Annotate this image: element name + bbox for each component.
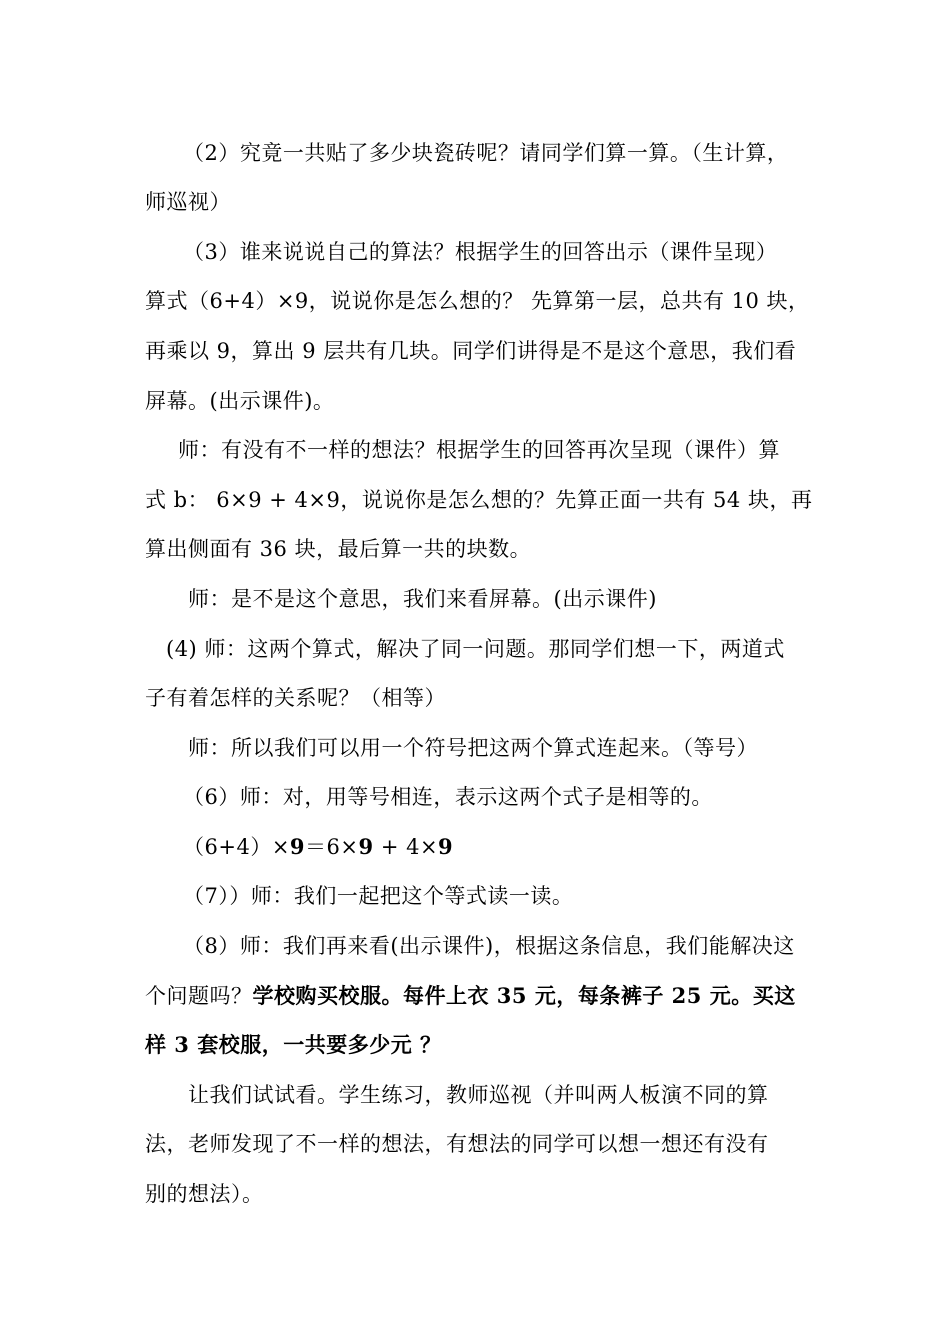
problem-text-bold: 学校购买校服。每件上衣 35 元，每条裤子 25 元。买这 <box>252 983 796 1008</box>
paragraph-text: 个问题吗？ <box>145 984 253 1008</box>
paragraph-line: 别的想法）。 <box>145 1182 264 1206</box>
paragraph-line: 屏幕。(出示课件)。 <box>145 389 335 413</box>
paragraph-line-mixed <box>145 983 796 1009</box>
paragraph-line: （6）师：对，用等号相连，表示这两个式子是相等的。 <box>183 785 713 809</box>
paragraph-line: （2）究竟一共贴了多少块瓷砖呢？请同学们算一算。（生计算， <box>183 141 789 165</box>
paragraph-line: 算式（6+4）×9，说说你是怎么想的？ 先算第一层，总共有 10 块， <box>145 289 810 313</box>
paragraph-line: 算出侧面有 36 块，最后算一共的块数。 <box>145 537 532 561</box>
paragraph-line: 师巡视） <box>145 190 231 214</box>
paragraph-line: 再乘以 9，算出 9 层共有几块。同学们讲得是不是这个意思，我们看 <box>145 339 797 363</box>
equation-line <box>183 834 453 860</box>
paragraph-line: （7））师：我们一起把这个等式读一读。 <box>183 884 574 908</box>
equation-part: + 4× <box>373 835 439 859</box>
paragraph-line: 让我们试试看。学生练习，教师巡视（并叫两人板演不同的算 <box>188 1083 769 1107</box>
paragraph-line: 师：有没有不一样的想法？根据学生的回答再次呈现（课件）算 <box>178 438 780 462</box>
equation-bold-number: 9 <box>289 834 306 859</box>
equation-bold-number: 9 <box>358 834 374 859</box>
equation-bold-number: 9 <box>438 834 454 859</box>
paragraph-line: 子有着怎样的关系呢？（相等） <box>145 686 446 710</box>
paragraph-line: (4) 师：这两个算式，解决了同一问题。那同学们想一下，两道式 <box>166 637 785 661</box>
paragraph-line: （8）师：我们再来看(出示课件)，根据这条信息，我们能解决这 <box>183 934 795 958</box>
paragraph-line: 师：所以我们可以用一个符号把这两个算式连起来。（等号） <box>188 736 758 760</box>
problem-text-bold: 样 3 套校服，一共要多少元 ？ <box>145 1032 442 1057</box>
equation-part: ＝6× <box>305 835 359 859</box>
paragraph-line: （3）谁来说说自己的算法？根据学生的回答出示（课件呈现） <box>183 240 778 264</box>
paragraph-line: 师：是不是这个意思，我们来看屏幕。(出示课件) <box>188 587 657 611</box>
paragraph-line: 法，老师发现了不一样的想法，有想法的同学可以想一想还有没有 <box>145 1132 769 1156</box>
equation-part: （6+4）× <box>183 835 290 859</box>
paragraph-line: 式 b： 6×9 + 4×9，说说你是怎么想的？先算正面一共有 54 块，再 <box>145 488 813 512</box>
